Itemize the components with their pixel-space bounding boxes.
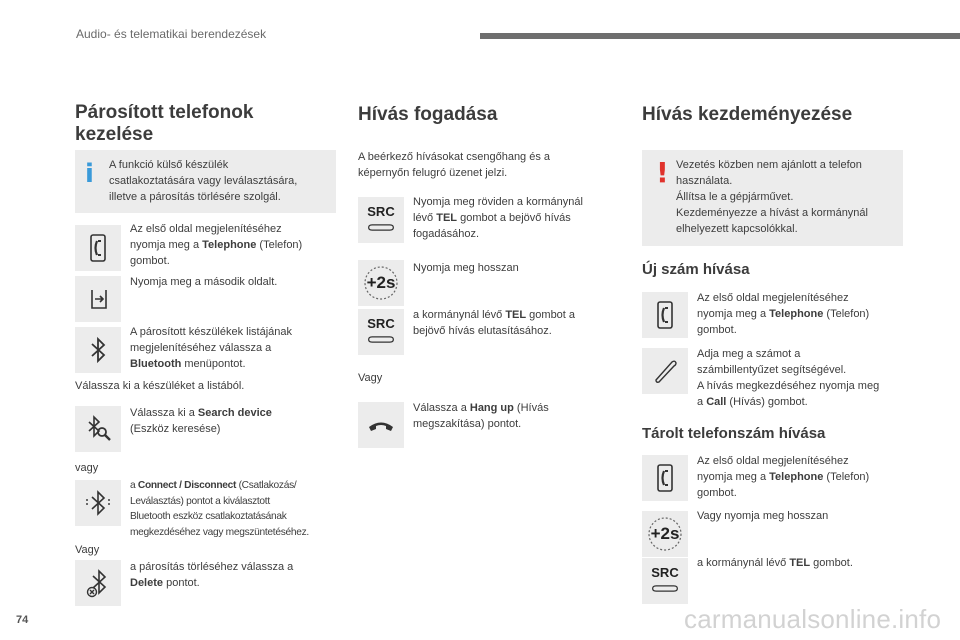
- col2-intro: A beérkező hívásokat csengőhang és a képernyőn felugró üzenet jelzi.: [358, 151, 551, 179]
- page-number: 74: [16, 614, 29, 626]
- col1-heading: Párosított telefonok kezelése: [75, 102, 254, 145]
- hold-2s-icon-2: +2s: [642, 511, 688, 557]
- col3-step4-text: Vagy nyomja meg hosszan: [697, 510, 829, 522]
- select-device-text: Válassza ki a készüléket a listából.: [75, 380, 245, 392]
- or-text-1: vagy: [75, 462, 99, 474]
- col2-or-text: Vagy: [358, 372, 383, 384]
- delete-bluetooth-icon: [75, 560, 121, 606]
- col3-subheading-stored-number: Tárolt telefonszám hívása: [642, 425, 826, 442]
- next-page-icon: [75, 276, 121, 322]
- hang-up-icon: [358, 402, 404, 448]
- col1-step6-text: a párosítás törléséhez válassza a Delete pontot.: [130, 561, 294, 589]
- col2-step3-text: a kormánynál lévő TEL gombot a bejövő hívás elutasításához.: [413, 309, 576, 337]
- connect-disconnect-icon: [75, 480, 121, 526]
- col2-step1-text: Nyomja meg röviden a kormánynál lévő TEL gombot a bejövő hívás fogadásához.: [413, 196, 583, 240]
- col3-heading: Hívás kezdeményezése: [642, 104, 853, 125]
- telephone-icon-3: [642, 455, 688, 501]
- col3-subheading-new-number: Új szám hívása: [642, 261, 750, 278]
- warning-icon: !: [656, 156, 669, 189]
- col3-step1-text: Az első oldal megjelenítéséhez nyomja meg a Telephone (Telefon) gombot.: [697, 292, 870, 336]
- telephone-icon: [75, 225, 121, 271]
- call-icon: [642, 348, 688, 394]
- src-button-icon-3: SRC: [642, 558, 688, 604]
- col1-step5-text: a Connect / Disconnect (Csatlakozás/ Leválasztás) pontot a kiválasztott Bluetooth eszköz csatlakoztatásának megkezdéséhez vagy megszüntetéséhez.: [130, 480, 309, 538]
- bluetooth-icon: [75, 327, 121, 373]
- section-header-title: Audio- és telematikai berendezések: [76, 27, 267, 41]
- src-button-icon: SRC: [358, 197, 404, 243]
- col1-step2-text: Nyomja meg a második oldalt.: [130, 276, 278, 288]
- col1-step1-text: Az első oldal megjelenítéséhez nyomja meg a Telephone (Telefon) gombot.: [130, 223, 303, 267]
- info-icon: i: [85, 159, 94, 189]
- search-device-icon: [75, 406, 121, 452]
- col3-step5-text: a kormánynál lévő TEL gombot.: [697, 557, 853, 569]
- col1-step4-text: Válassza ki a Search device (Eszköz keresése): [130, 407, 272, 435]
- or-text-2: Vagy: [75, 544, 100, 556]
- warning-box: ! Vezetés közben nem ajánlott a telefon használata. Állítsa le a gépjárművet. Kezdeményezze a hívást a kormánynál elhelyezett kapcsolókkal.: [642, 150, 903, 246]
- watermark: carmanualsonline.info: [684, 604, 942, 634]
- header-bar: [480, 33, 960, 39]
- col2-heading: Hívás fogadása: [358, 104, 498, 125]
- telephone-icon-2: [642, 292, 688, 338]
- col2-step2-text: Nyomja meg hosszan: [413, 262, 519, 274]
- col1-step3-text: A párosított készülékek listájának megjelenítéséhez válassza a Bluetooth menüpontot.: [130, 326, 293, 370]
- col2-step4-text: Válassza a Hang up (Hívás megszakítása) pontot.: [413, 402, 549, 430]
- info-box: i A funkció külső készülék csatlakoztatására vagy leválasztására, illetve a párosítás törlésére szolgál.: [75, 150, 336, 213]
- col3-step3-text: Az első oldal megjelenítéséhez nyomja meg a Telephone (Telefon) gombot.: [697, 455, 870, 499]
- col3-step2-text: Adja meg a számot a számbillentyűzet segítségével. A hívás megkezdéséhez nyomja meg a Call (Hívás) gombot.: [697, 348, 880, 408]
- hold-2s-icon: +2s: [358, 260, 404, 306]
- src-button-icon-2: SRC: [358, 309, 404, 355]
